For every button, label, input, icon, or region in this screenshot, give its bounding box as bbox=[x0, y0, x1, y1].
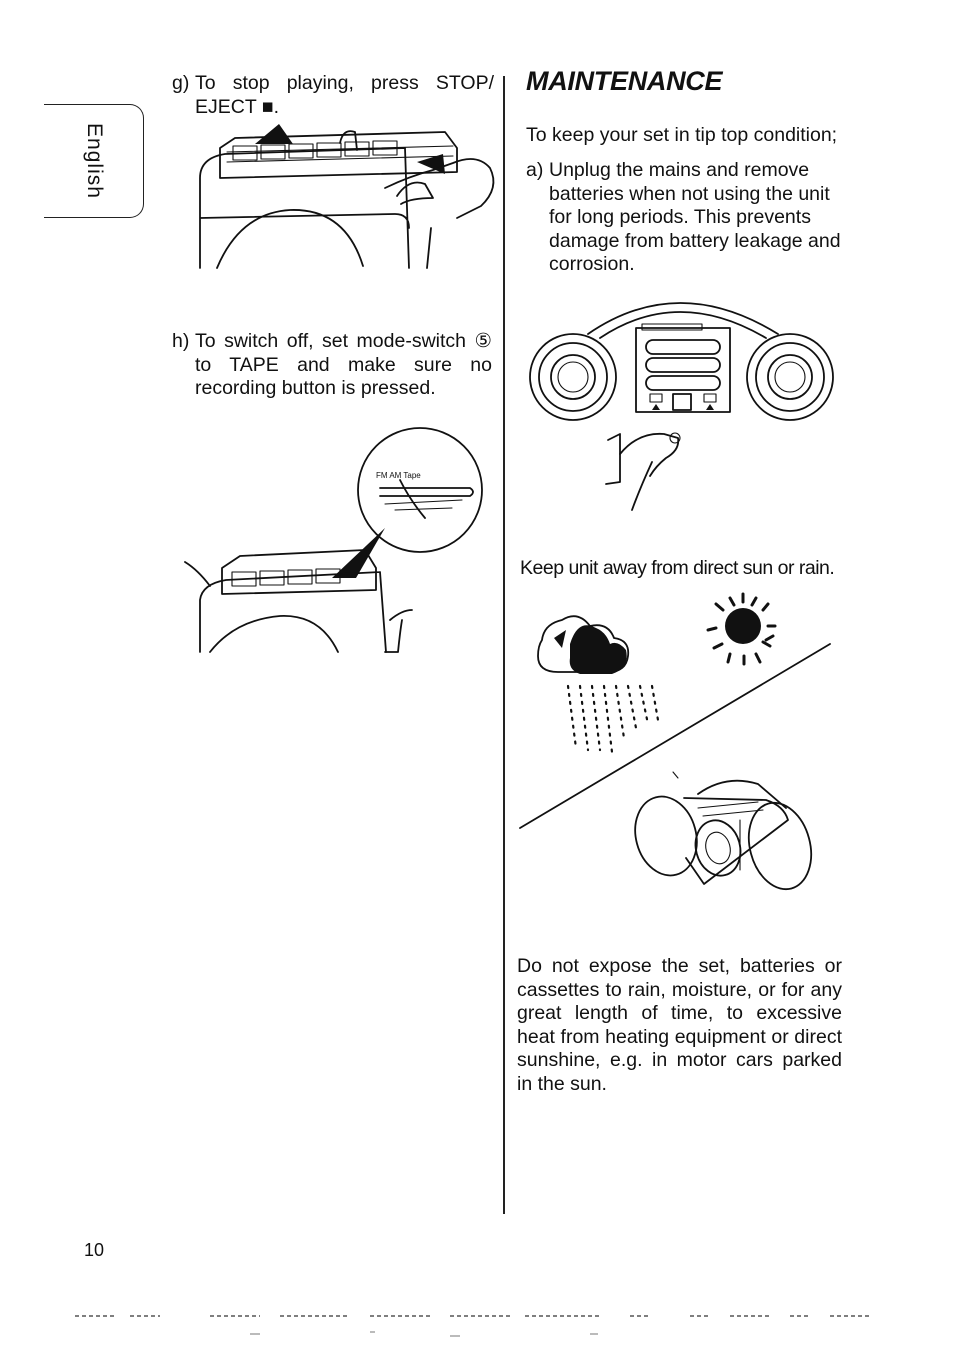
step-h-label: h) bbox=[172, 330, 190, 352]
step-g-label: g) bbox=[172, 72, 190, 94]
step-h-text: To switch off, set mode-switch ⑤ to TAPE and make sure no recording button is pressed. bbox=[195, 330, 492, 399]
page-number: 10 bbox=[84, 1240, 105, 1260]
column-divider bbox=[503, 76, 505, 1214]
step-a-text: Unplug the mains and remove batteries when not using the unit for long periods. This prevents damage from battery leakage and corrosion. bbox=[549, 159, 841, 275]
step-a-label: a) bbox=[526, 159, 544, 181]
boombox-icon bbox=[627, 781, 821, 897]
sun-icon bbox=[725, 608, 761, 644]
language-tab-label: English bbox=[82, 123, 106, 199]
step-g-text: To stop playing, press STOP/ EJECT ■. bbox=[195, 72, 494, 118]
rain-cloud-icon bbox=[538, 616, 628, 674]
switch-marks: FM AM Tape bbox=[376, 471, 421, 480]
scan-noise bbox=[70, 1310, 890, 1340]
sun-rain-illustration bbox=[518, 588, 838, 908]
mode-switch-illustration bbox=[180, 420, 490, 665]
language-tab bbox=[44, 104, 144, 218]
step-a bbox=[526, 159, 852, 277]
section-title: MAINTENANCE bbox=[526, 66, 723, 96]
unplug-illustration bbox=[528, 282, 838, 514]
sun-rain-note: Keep unit away from direct sun or rain. bbox=[520, 557, 835, 579]
maintenance-intro: To keep your set in tip top condition; bbox=[526, 124, 838, 146]
step-h bbox=[172, 330, 492, 401]
step-g bbox=[172, 72, 494, 119]
stop-eject-illustration bbox=[195, 118, 500, 276]
exposure-warning: Do not expose the set, batteries or cassettes to rain, moisture, or for any great length of time, to excessive heat from heating equipment or direct sunshine, e.g. in motor cars parked in the sun. bbox=[517, 955, 842, 1095]
